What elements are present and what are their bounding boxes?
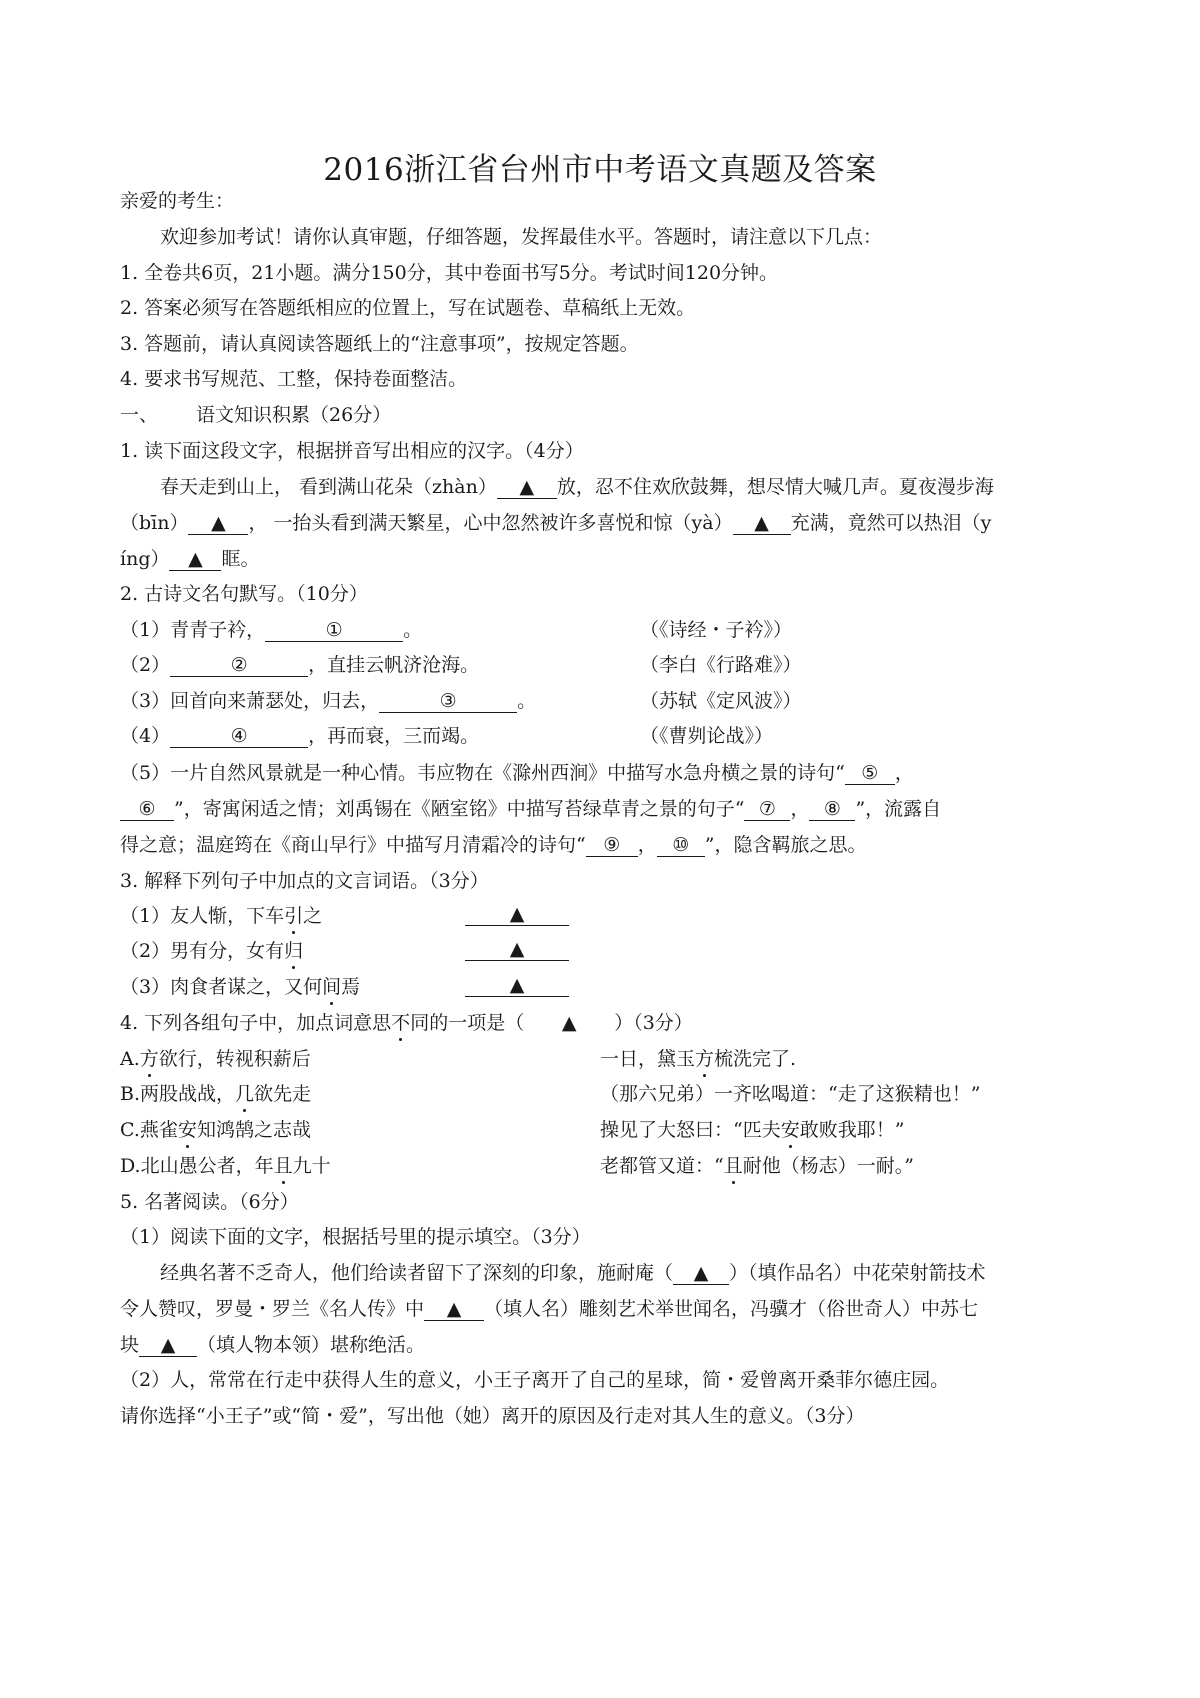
q5-text-1a: 经典名著不乏奇人，他们给读者留下了深刻的印象，施耐庵（ [160,1262,674,1284]
option-letter: C. [120,1119,140,1141]
dotted-char: 几 [235,1083,255,1105]
q2-item-4-num: （4） [120,725,171,747]
q5-text-2a: 令人赞叹，罗曼・罗兰《名人传》中 [120,1298,425,1320]
answer-blank-q3-2[interactable]: ▲ [465,938,569,961]
q4-prompt-c: ）（3分） [614,1012,693,1034]
q5-line-3 [120,1332,1080,1358]
welcome-text: 欢迎参加考试！请你认真审题，仔细答题，发挥最佳水平。答题时，请注意以下几点： [160,226,883,248]
poem-blank-3[interactable]: ③ [379,690,517,713]
q1-text-3a: íng） [120,548,170,570]
q1-text-3b: 眶。 [221,548,260,570]
dotted-char: 且 [723,1155,743,1177]
option-letter: D. [120,1155,141,1177]
q5-text-2b: （填人名）雕刻艺术举世闻名，冯骥才（俗世奇人）中苏七 [484,1298,979,1320]
poem-blank-7[interactable]: ⑦ [744,798,790,821]
option-text: 欲先走 [254,1083,312,1105]
option-text: 一日，黛玉 [600,1048,696,1070]
option-text: 燕雀 [139,1119,178,1141]
poem-blank-2[interactable]: ② [170,654,308,677]
q3-item-3-text-b: 焉 [341,976,361,998]
answer-blank-ying[interactable]: ▲ [169,548,221,571]
q5-prompt: 5. 名著阅读。（6分） [120,1191,299,1213]
poem-blank-5[interactable]: ⑤ [845,762,895,785]
q2-item-3-num: （3） [120,690,171,712]
q2-item-3 [120,688,1080,714]
greeting: 亲爱的考生： [120,190,235,212]
option-text: 操见了大怒曰：“匹夫 [600,1119,781,1141]
q2-item-2-after: ，直挂云帆济沧海。 [308,654,480,676]
q2-item-5-text-h: ”，隐含羁旅之思。 [704,834,867,856]
option-d-right [600,1153,914,1179]
option-a-right [600,1046,796,1072]
q2-item-1-after: 。 [403,619,423,641]
q2-item-4-after: ，再而衰，三而竭。 [308,725,480,747]
q5-line-1 [160,1260,1120,1286]
q2-item-2 [120,652,1080,678]
q5-text-3a: 块 [120,1334,140,1356]
q2-item-3-before: 回首向来萧瑟处，归去， [170,690,380,712]
q1-prompt: 1. 读下面这段文字，根据拼音写出相应的汉字。（4分） [120,440,584,462]
q3-item-3 [120,974,1080,1000]
q2-item-5-text-c: ”，寄寓闲适之情；刘禹锡在《陋室铭》中描写苔绿草青之景的句子“ [174,798,745,820]
q1-text-1a: 春天走到山上， 看到满山花朵（zhàn） [160,476,497,498]
poem-blank-10[interactable]: ⑩ [657,834,705,857]
q2-item-4-source: （《曹刿论战》） [640,725,774,747]
q3-item-3-text-a: （3）肉食者谋之，又何 [120,976,323,998]
q4-option-c [120,1117,1080,1143]
q3-prompt: 3. 解释下列句子中加点的文言词语。（3分） [120,870,489,892]
option-letter: A. [120,1048,140,1070]
q3-item-1 [120,903,1080,929]
note-4: 4. 要求书写规范、工整，保持卷面整洁。 [120,368,468,390]
note-3: 3. 答题前，请认真阅读答题纸上的“注意事项”，按规定答题。 [120,333,639,355]
section-number: 一、 [120,404,159,426]
q2-item-2-num: （2） [120,654,171,676]
answer-blank-q5-work[interactable]: ▲ [673,1262,729,1285]
option-text: （那六兄弟）一齐吆喝道：“走了这猴精也！” [600,1083,981,1105]
section-title: 语文知识积累（26分） [196,404,392,426]
q2-item-2-source: （李白《行路难》） [640,654,802,676]
dotted-char: 不 [391,1012,411,1034]
q1-text-1b: 放，忍不住欢欣鼓舞，想尽情大喊几声。夏夜漫步海 [556,476,994,498]
answer-blank-bin[interactable]: ▲ [188,512,248,535]
q4-prompt [120,1010,1080,1036]
answer-blank-q5-name[interactable]: ▲ [424,1298,484,1321]
q2-item-5-text-g: ， [637,834,657,856]
q2-item-1-before: 青青子衿， [170,619,266,641]
poem-blank-4[interactable]: ④ [170,725,308,748]
q4-option-a [120,1046,1080,1072]
q2-item-1-source: （《诗经・子衿》） [640,619,793,641]
q4-option-d [120,1153,1080,1179]
dotted-char: 方 [139,1048,159,1070]
q2-item-5-line-3 [120,832,1080,858]
poem-blank-8[interactable]: ⑧ [809,798,855,821]
q3-item-2-text-a: （2）男有分，女有 [120,940,285,962]
q5-sub-1: （1）阅读下面的文字，根据括号里的提示填空。（3分） [120,1226,591,1248]
q1-text-2b: ， 一抬头看到满天繁星，心中忽然被许多喜悦和惊（yà） [248,512,733,534]
q2-item-5-text-d: ， [790,798,810,820]
answer-blank-ya[interactable]: ▲ [733,512,791,535]
dotted-char: 方 [695,1048,715,1070]
q2-item-4 [120,723,1080,749]
q1-line-1 [160,474,1120,500]
option-letter: B. [120,1083,141,1105]
q2-item-1-num: （1） [120,619,171,641]
dotted-char: 且 [273,1155,293,1177]
option-text: 耐他（杨志）一耐。” [742,1155,914,1177]
q5-line-2 [120,1296,1080,1322]
q1-text-2a: （bīn） [120,512,189,534]
q2-item-5-line-2 [120,796,1080,822]
page-title: 2016浙江省台州市中考语文真题及答案 [323,152,877,188]
option-c-right [600,1117,904,1143]
q5-sub-2: （2）人，常常在行走中获得人生的意义，小王子离开了自己的星球，简・爱曾离开桑菲尔德庄园。 [120,1369,950,1391]
answer-blank-q5-skill[interactable]: ▲ [139,1334,197,1357]
option-text: 梳洗完了. [714,1048,797,1070]
q3-item-2 [120,938,1080,964]
dotted-char: 安 [780,1119,800,1141]
option-text: 欲行，转视积薪后 [158,1048,311,1070]
q3-item-1-text-b: 之 [303,905,323,927]
poem-blank-9[interactable]: ⑨ [586,834,638,857]
q2-item-5-line-1 [120,760,1080,786]
option-text: 两股战战， [140,1083,236,1105]
q1-line-3 [120,546,1080,572]
q2-item-5-text-f: 得之意；温庭筠在《商山早行》中描写月清霜冷的诗句“ [120,834,586,856]
option-text: 知鸿鹄之志哉 [196,1119,311,1141]
section-heading [120,402,1080,428]
dotted-char: 安 [177,1119,197,1141]
q2-item-1 [120,617,1080,643]
q5-text-3b: （填人物本领）堪称绝活。 [197,1334,426,1356]
q4-option-b [120,1081,1080,1107]
q1-text-2c: 充满，竟然可以热泪（y [790,512,992,534]
answer-blank-zhan[interactable]: ▲ [497,476,557,499]
q5-text-1b: ）（填作品名）中花荣射箭技术 [729,1262,986,1284]
q2-item-3-source: （苏轼《定风波》） [640,690,802,712]
q5-sub-2-instruction: 请你选择“小王子”或“简・爱”，写出他（她）离开的原因及行走对其人生的意义。（3分） [120,1405,865,1427]
q2-item-3-after: 。 [517,690,537,712]
option-text: 敢败我耶！” [799,1119,905,1141]
q4-prompt-b: 同的一项是（ [410,1012,525,1034]
q3-item-1-text-a: （1）友人惭，下车 [120,905,285,927]
dotted-char: 间 [322,976,342,998]
option-text: 北山愚公者，年 [140,1155,274,1177]
q2-item-5-text-b: ， [894,762,914,784]
option-b-right [600,1081,980,1107]
q2-item-5-text-e: ”，流露自 [855,798,942,820]
q4-prompt-a: 4. 下列各组句子中，加点词意思 [120,1012,392,1034]
note-1: 1. 全卷共6页，21小题。满分150分，其中卷面书写5分。考试时间120分钟。 [120,262,779,284]
dotted-char: 归 [284,940,304,962]
answer-blank-q3-1[interactable]: ▲ [465,903,569,926]
option-text: 九十 [292,1155,331,1177]
q2-prompt: 2. 古诗文名句默写。（10分） [120,583,368,605]
poem-blank-1[interactable]: ① [265,619,403,642]
poem-blank-6[interactable]: ⑥ [120,798,174,821]
q2-item-5-text-a: （5）一片自然风景就是一种心情。韦应物在《滁州西涧》中描写水急舟横之景的诗句“ [120,762,845,784]
dotted-char: 引 [284,905,304,927]
q1-line-2 [120,510,1080,536]
answer-blank-q3-3[interactable]: ▲ [465,974,569,997]
option-text: 老都管又道：“ [600,1155,724,1177]
answer-blank-q4[interactable]: ▲ [561,1012,577,1034]
note-2: 2. 答案必须写在答题纸相应的位置上，写在试题卷、草稿纸上无效。 [120,297,696,319]
